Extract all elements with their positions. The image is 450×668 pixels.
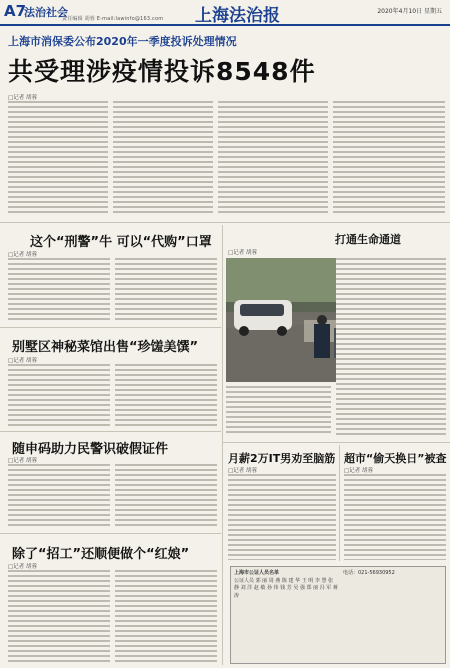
newspaper-logo: 上海法治报 bbox=[195, 6, 280, 26]
story-body bbox=[8, 364, 110, 426]
notice-text: 公证人员 郭 丽 周 燕 陈 建 华 王 明 李 慧 张 静 刘 洋 赵 敏 孙 伟 钱 芳 吴 强 郑 丽 冯 军 蒋 涛 bbox=[234, 577, 338, 599]
divider bbox=[0, 327, 221, 328]
notice-title: 上海市公证人员名单 bbox=[234, 570, 280, 576]
divider bbox=[222, 225, 223, 665]
story-body bbox=[228, 474, 336, 560]
story-title: 除了“招工”还顺便做个“红娘” bbox=[12, 547, 190, 562]
divider bbox=[0, 431, 221, 432]
story-byline: □记者 胡蓉 bbox=[8, 252, 37, 258]
story-byline: □记者 胡蓉 bbox=[8, 564, 37, 570]
lead-column-4 bbox=[333, 101, 445, 216]
divider bbox=[339, 445, 340, 561]
story-byline: □记者 胡蓉 bbox=[8, 458, 37, 464]
lead-column-1 bbox=[8, 101, 108, 216]
story-title: 超市“偷天换日”被查 bbox=[344, 452, 447, 465]
section-subtitle: 责任编辑 胡蓉 E-mail:lawinfo@163.com bbox=[62, 16, 164, 22]
story-body bbox=[115, 258, 217, 322]
story-body bbox=[115, 464, 217, 528]
story-title: 月薪2万IT男劝至脑筋 bbox=[228, 452, 336, 465]
story-byline: □记者 胡蓉 bbox=[228, 468, 257, 474]
story-body bbox=[115, 364, 217, 426]
story-title: 打通生命通道 bbox=[335, 233, 401, 246]
masthead bbox=[0, 0, 450, 26]
page-number: A7 bbox=[4, 2, 27, 20]
story-title: 这个“刑警”牛 可以“代购”口罩 bbox=[30, 235, 212, 250]
story-body bbox=[226, 386, 331, 436]
divider bbox=[0, 222, 450, 223]
lead-column-2 bbox=[113, 101, 213, 216]
story-title: 别墅区神秘菜馆出售“珍馐美馔” bbox=[12, 340, 199, 355]
story-byline: □记者 胡蓉 bbox=[8, 358, 37, 364]
story-body bbox=[8, 258, 110, 322]
story-byline: □记者 胡蓉 bbox=[344, 468, 373, 474]
story-byline: □记者 胡蓉 bbox=[228, 250, 257, 256]
story-title: 随申码助力民警识破假证件 bbox=[12, 442, 169, 457]
lead-column-3 bbox=[218, 101, 328, 216]
story-body bbox=[344, 474, 446, 560]
notice-phone: 电话：021-56930952 bbox=[343, 570, 395, 576]
lead-byline: □记者 胡蓉 bbox=[8, 95, 37, 101]
divider bbox=[0, 533, 221, 534]
lead-headline: 共受理涉疫情投诉8548件 bbox=[8, 57, 316, 86]
divider bbox=[223, 442, 450, 443]
story-body bbox=[8, 570, 110, 664]
story-body bbox=[115, 570, 217, 664]
public-notice bbox=[230, 566, 446, 664]
story-body bbox=[8, 464, 110, 528]
story-body bbox=[336, 258, 446, 436]
issue-date: 2020年4月10日 星期五 bbox=[377, 8, 442, 15]
lead-kicker: 上海市消保委公布2020年一季度投诉处理情况 bbox=[8, 35, 237, 48]
section-title: 法治社会 bbox=[24, 6, 68, 19]
